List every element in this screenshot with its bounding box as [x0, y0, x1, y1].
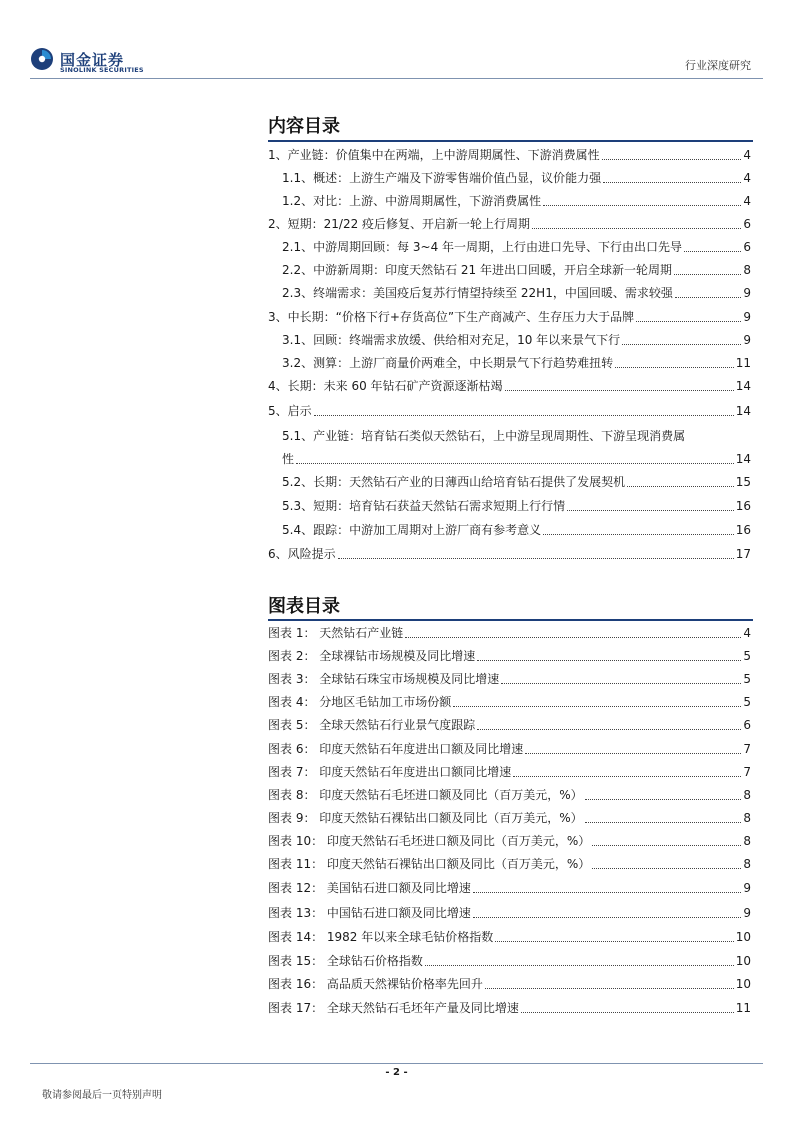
toc-entry[interactable] [268, 213, 751, 235]
dot-leader [513, 776, 741, 777]
toc-entry-text: 2、短期：21/22 疫后修复、开启新一轮上行周期 [268, 217, 531, 231]
toc-entry-text: 6、风险提示 [268, 547, 336, 561]
figure-entry-page: 8 [743, 857, 751, 871]
dot-leader [505, 390, 734, 391]
toc-entry[interactable] [282, 352, 751, 374]
figure-entry[interactable] [268, 668, 751, 690]
dot-leader [477, 660, 741, 661]
toc-entry-text: 3.2、测算：上游厂商量价两难全，中长期景气下行趋势难扭转 [282, 356, 614, 370]
dot-leader [674, 274, 741, 275]
dot-leader [627, 486, 734, 487]
toc-entry-page: 8 [743, 263, 751, 277]
toc-entry[interactable] [268, 400, 751, 422]
toc-entry-page: 14 [735, 404, 751, 418]
figure-entry-text: 图表 14： 1982 年以来全球毛钻价格指数 [268, 930, 494, 944]
figure-entry-page: 7 [743, 765, 751, 779]
toc-entry-page: 9 [743, 310, 751, 324]
dot-leader [592, 868, 741, 869]
brand-name-en: SINOLINK SECURITIES [60, 66, 144, 74]
figure-entry-page: 4 [743, 626, 751, 640]
toc-entry[interactable] [282, 167, 751, 189]
dot-leader [296, 463, 734, 464]
toc-entry-page: 16 [735, 499, 751, 513]
figure-entry[interactable] [268, 853, 751, 875]
figure-entry-text: 图表 8： 印度天然钻石毛坯进口额及同比（百万美元，%） [268, 788, 583, 802]
contents-title: 内容目录 [268, 116, 340, 137]
toc-entry-text: 5.2、长期：天然钻石产业的日薄西山给培育钻石提供了发展契机 [282, 475, 626, 489]
dot-leader [567, 510, 734, 511]
toc-entry[interactable] [282, 282, 751, 304]
toc-entry-page: 14 [735, 452, 751, 466]
toc-entry-page: 17 [735, 547, 751, 561]
dot-leader [603, 182, 741, 183]
figure-entry-text: 图表 11： 印度天然钻石裸钻出口额及同比（百万美元，%） [268, 857, 591, 871]
figure-entry[interactable] [268, 622, 751, 644]
figure-entry-text: 图表 17： 全球天然钻石毛坯年产量及同比增速 [268, 1001, 519, 1015]
figure-entry-page: 6 [743, 718, 751, 732]
toc-entry[interactable] [282, 329, 751, 351]
dot-leader [473, 917, 741, 918]
toc-entry[interactable] [282, 236, 751, 258]
header-divider [30, 78, 763, 79]
toc-entry[interactable] [282, 519, 751, 541]
dot-leader [684, 251, 741, 252]
dot-leader [525, 753, 741, 754]
toc-entry[interactable] [282, 495, 751, 517]
page-number: - 2 - [385, 1067, 408, 1078]
toc-entry-page: 6 [743, 240, 751, 254]
toc-entry-text: 2.3、终端需求：美国疫后复苏行情望持续至 22H1，中国回暖、需求较强 [282, 286, 673, 300]
figure-entry[interactable] [268, 902, 751, 924]
figure-entry[interactable] [268, 877, 751, 899]
figures-title: 图表目录 [268, 596, 340, 617]
dot-leader [615, 367, 734, 368]
dot-leader [543, 205, 741, 206]
figure-entry-text: 图表 16： 高品质天然裸钻价格率先回升 [268, 977, 483, 991]
dot-leader [602, 159, 742, 160]
figure-entry-page: 8 [743, 811, 751, 825]
figure-entry-page: 8 [743, 788, 751, 802]
contents-title-rule [268, 140, 753, 142]
dot-leader [338, 558, 734, 559]
figure-entry[interactable] [268, 645, 751, 667]
toc-entry[interactable] [282, 471, 751, 493]
brand-logo [30, 47, 160, 77]
figure-entry[interactable] [268, 691, 751, 713]
toc-entry-page: 4 [743, 148, 751, 162]
toc-entry-text: 5.4、跟踪：中游加工周期对上游厂商有参考意义 [282, 523, 542, 537]
figure-entry-text: 图表 6： 印度天然钻石年度进出口额及同比增速 [268, 742, 524, 756]
figure-entry-page: 10 [735, 977, 751, 991]
toc-entry[interactable] [268, 375, 751, 397]
toc-entry-text: 2.1、中游周期回顾：每 3~4 年一周期，上行由进口先导、下行由出口先导 [282, 240, 683, 254]
toc-entry[interactable] [268, 144, 751, 166]
figure-entry[interactable] [268, 950, 751, 972]
toc-entry[interactable] [282, 259, 751, 281]
toc-entry-text: 2.2、中游新周期：印度天然钻石 21 年进出口回暖，开启全球新一轮周期 [282, 263, 672, 277]
toc-entry-page: 9 [743, 333, 751, 347]
toc-entry-text: 性 [282, 452, 295, 466]
dot-leader [622, 344, 741, 345]
toc-entry-page: 9 [743, 286, 751, 300]
toc-entry-page: 4 [743, 194, 751, 208]
figure-entry-text: 图表 4： 分地区毛钻加工市场份额 [268, 695, 452, 709]
toc-entry-text: 3、中长期：“价格下行+存货高位”下生产商减产、生存压力大于品牌 [268, 310, 635, 324]
toc-entry-text: 3.1、回顾：终端需求放缓、供给相对充足，10 年以来景气下行 [282, 333, 621, 347]
dot-leader [477, 729, 741, 730]
figure-entry[interactable] [268, 714, 751, 736]
disclaimer-note: 敬请参阅最后一页特别声明 [42, 1090, 162, 1101]
dot-leader [592, 845, 741, 846]
dot-leader [453, 706, 741, 707]
figure-entry-text: 图表 13： 中国钻石进口额及同比增速 [268, 906, 471, 920]
dot-leader [501, 683, 741, 684]
dot-leader [521, 1012, 734, 1013]
toc-entry-wrapped-line[interactable]: 5.1、产业链：培育钻石类似天然钻石，上中游呈现周期性、下游呈现消费属 [282, 429, 686, 443]
report-type: 行业深度研究 [685, 59, 751, 72]
dot-leader [636, 321, 741, 322]
figure-entry-text: 图表 2： 全球裸钻市场规模及同比增速 [268, 649, 476, 663]
toc-entry[interactable] [282, 448, 751, 470]
figure-entry[interactable] [268, 997, 751, 1019]
sinolink-logo-icon [30, 47, 54, 71]
dot-leader [405, 637, 741, 638]
footer-divider [30, 1063, 763, 1064]
figure-entry[interactable] [268, 973, 751, 995]
toc-entry-page: 11 [735, 356, 751, 370]
brand-name-cn: 国金证券 [60, 51, 125, 69]
toc-entry-text: 5、启示 [268, 404, 312, 418]
toc-entry[interactable] [268, 306, 751, 328]
toc-entry-page: 4 [743, 171, 751, 185]
figure-entry-page: 9 [743, 881, 751, 895]
toc-entry-text: 1、产业链：价值集中在两端，上中游周期属性、下游消费属性 [268, 148, 600, 162]
figure-entry-text: 图表 1： 天然钻石产业链 [268, 626, 404, 640]
toc-entry-text: 1.2、对比：上游、中游周期属性，下游消费属性 [282, 194, 542, 208]
figure-entry-text: 图表 15： 全球钻石价格指数 [268, 954, 423, 968]
figure-entry-page: 5 [743, 649, 751, 663]
toc-entry-page: 15 [735, 475, 751, 489]
toc-entry-text: 4、长期：未来 60 年钻石矿产资源逐渐枯竭 [268, 379, 503, 393]
figure-entry[interactable] [268, 784, 751, 806]
dot-leader [473, 892, 741, 893]
dot-leader [675, 297, 742, 298]
figure-entry-page: 10 [735, 954, 751, 968]
figure-entry-page: 10 [735, 930, 751, 944]
dot-leader [425, 965, 734, 966]
figure-entry-text: 图表 9： 印度天然钻石裸钻出口额及同比（百万美元，%） [268, 811, 583, 825]
figure-entry-text: 图表 3： 全球钻石珠宝市场规模及同比增速 [268, 672, 500, 686]
dot-leader [314, 415, 734, 416]
figure-entry-page: 8 [743, 834, 751, 848]
toc-entry-text: 5.3、短期：培育钻石获益天然钻石需求短期上行行情 [282, 499, 566, 513]
figure-entry-page: 9 [743, 906, 751, 920]
dot-leader [585, 822, 742, 823]
figure-entry[interactable] [268, 738, 751, 760]
dot-leader [543, 534, 734, 535]
toc-entry-page: 14 [735, 379, 751, 393]
figure-entry-page: 11 [735, 1001, 751, 1015]
toc-entry-text: 1.1、概述：上游生产端及下游零售端价值凸显，议价能力强 [282, 171, 602, 185]
dot-leader [485, 988, 734, 989]
dot-leader [532, 228, 741, 229]
toc-entry-page: 16 [735, 523, 751, 537]
figure-entry-page: 7 [743, 742, 751, 756]
toc-entry-page: 6 [743, 217, 751, 231]
figure-entry[interactable] [268, 807, 751, 829]
toc-entry[interactable] [268, 543, 751, 565]
dot-leader [585, 799, 742, 800]
figure-entry-text: 图表 10： 印度天然钻石毛坯进口额及同比（百万美元，%） [268, 834, 591, 848]
dot-leader [495, 941, 733, 942]
figure-entry-text: 图表 7： 印度天然钻石年度进出口额同比增速 [268, 765, 512, 779]
toc-entry[interactable] [282, 190, 751, 212]
figure-entry[interactable] [268, 761, 751, 783]
figure-entry-page: 5 [743, 672, 751, 686]
figure-entry-text: 图表 12： 美国钻石进口额及同比增速 [268, 881, 471, 895]
figure-entry[interactable] [268, 830, 751, 852]
figure-entry-text: 图表 5： 全球天然钻石行业景气度跟踪 [268, 718, 476, 732]
figure-entry-page: 5 [743, 695, 751, 709]
figures-title-rule [268, 619, 753, 621]
figure-entry[interactable] [268, 926, 751, 948]
